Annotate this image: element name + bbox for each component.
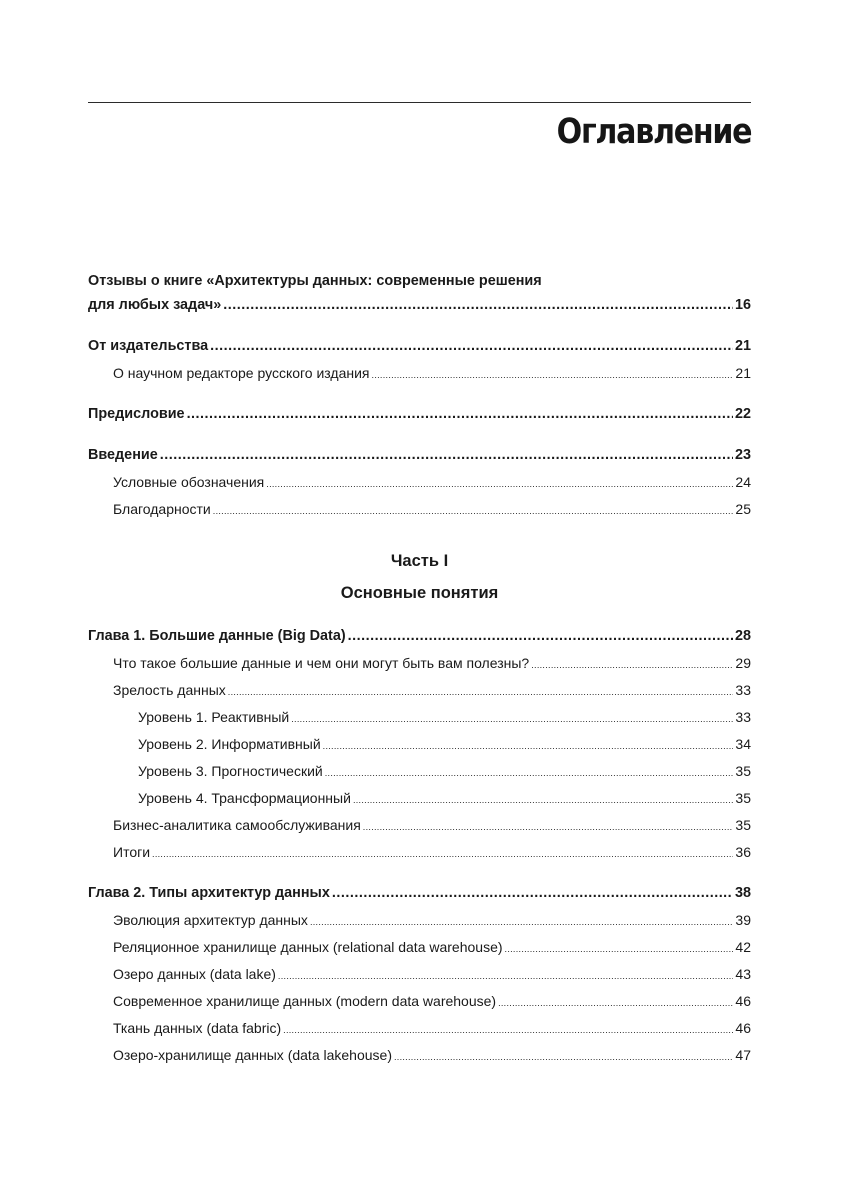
toc-page-number: 22 <box>734 406 751 422</box>
toc-entry-label: Благодарности <box>113 501 211 517</box>
toc-page-number: 23 <box>734 447 751 463</box>
toc-entry-publisher[interactable] <box>88 337 751 364</box>
toc-entry-label: Бизнес-аналитика самообслуживания <box>113 817 361 833</box>
toc-page-number: 29 <box>735 655 751 671</box>
toc-entry-data-lake[interactable] <box>88 965 751 992</box>
dot-leader <box>498 994 733 1012</box>
toc-page-number: 21 <box>735 365 751 381</box>
toc-entry-reviews[interactable] <box>88 296 751 323</box>
toc-entry-relational-dw[interactable] <box>88 938 751 965</box>
toc-entry-label: Зрелость данных <box>113 682 226 698</box>
toc-entry-label: Современное хранилище данных (modern data warehouse) <box>113 993 497 1009</box>
dot-leader <box>187 405 733 423</box>
toc-page-number: 33 <box>735 709 751 725</box>
toc-entry-modern-dw[interactable] <box>88 992 751 1019</box>
toc-entry-data-maturity[interactable] <box>88 681 751 708</box>
toc-page-number: 16 <box>734 297 751 313</box>
toc-entry-science-editor[interactable] <box>88 364 751 391</box>
toc-entry-reviews-line1: Отзывы о книге «Архитектуры данных: современные решения <box>88 273 542 289</box>
dot-leader <box>266 475 733 493</box>
toc-page-number: 35 <box>735 763 751 779</box>
dot-leader <box>325 764 734 782</box>
dot-leader <box>348 627 733 645</box>
toc-page-number: 28 <box>734 628 751 644</box>
toc-entry-label: для любых задач» <box>88 297 222 313</box>
toc-page-number: 33 <box>735 682 751 698</box>
dot-leader <box>160 446 733 464</box>
toc-entry-label: Условные обозначения <box>113 474 265 490</box>
toc-entry-label: Введение <box>88 447 158 463</box>
dot-leader <box>323 737 734 755</box>
toc-entry-label: От издательства <box>88 338 209 354</box>
toc-entry-level-3[interactable] <box>88 762 751 789</box>
toc-page-number: 35 <box>735 817 751 833</box>
dot-leader <box>223 296 733 314</box>
toc-entry-self-service-bi[interactable] <box>88 816 751 843</box>
dot-leader <box>394 1048 733 1066</box>
part-heading <box>88 545 751 609</box>
toc-page-number: 38 <box>734 885 751 901</box>
toc-page-number: 46 <box>735 993 751 1009</box>
toc-entry-label: Эволюция архитектур данных <box>113 912 308 928</box>
toc-entry-chapter-1[interactable] <box>88 627 751 654</box>
toc-entry-level-4[interactable] <box>88 789 751 816</box>
toc-entry-preface[interactable] <box>88 405 751 432</box>
toc-entry-data-fabric[interactable] <box>88 1019 751 1046</box>
toc-page-number: 36 <box>735 844 751 860</box>
part-number: Часть I <box>390 552 449 570</box>
page-title: Оглавление <box>556 112 751 152</box>
toc-page-number: 21 <box>734 338 751 354</box>
toc-page-number: 35 <box>735 790 751 806</box>
toc-entry-label: Уровень 2. Информативный <box>138 736 321 752</box>
toc-entry-what-is-big-data[interactable] <box>88 654 751 681</box>
toc-entry-acknowledgements[interactable] <box>88 500 751 527</box>
toc-entry-level-1[interactable] <box>88 708 751 735</box>
dot-leader <box>283 1021 733 1039</box>
toc-entry-label: Ткань данных (data fabric) <box>113 1020 282 1036</box>
toc-entry-chapter-2[interactable] <box>88 884 751 911</box>
toc-entry-label: Реляционное хранилище данных (relational data warehouse) <box>113 939 503 955</box>
toc-entry-level-2[interactable] <box>88 735 751 762</box>
toc-entry-label: Глава 2. Типы архитектур данных <box>88 885 330 901</box>
part-title: Основные понятия <box>340 584 499 602</box>
toc-entry-label: Озеро данных (data lake) <box>113 966 276 982</box>
dot-leader <box>363 818 734 836</box>
dot-leader <box>531 656 733 674</box>
dot-leader <box>228 683 734 701</box>
dot-leader <box>332 884 733 902</box>
table-of-contents <box>88 272 751 1073</box>
dot-leader <box>291 710 733 728</box>
toc-entry-intro[interactable] <box>88 446 751 473</box>
toc-entry-label: Предисловие <box>88 406 185 422</box>
toc-entry-label: Уровень 1. Реактивный <box>138 709 290 725</box>
toc-entry-label: О научном редакторе русского издания <box>113 365 370 381</box>
header-rule <box>88 102 751 103</box>
toc-entry-label: Уровень 4. Трансформационный <box>138 790 351 806</box>
toc-entry-label: Глава 1. Большие данные (Big Data) <box>88 628 346 644</box>
toc-entry-label: Что такое большие данные и чем они могут быть вам полезны? <box>113 655 530 671</box>
toc-entry-label: Итоги <box>113 844 151 860</box>
toc-page-number: 43 <box>735 966 751 982</box>
toc-entry-label: Уровень 3. Прогностический <box>138 763 323 779</box>
dot-leader <box>213 502 734 520</box>
toc-page-number: 47 <box>735 1047 751 1063</box>
dot-leader <box>152 845 733 863</box>
toc-entry-label: Озеро-хранилище данных (data lakehouse) <box>113 1047 392 1063</box>
toc-page-number: 39 <box>735 912 751 928</box>
toc-page-number: 24 <box>735 474 751 490</box>
toc-entry-summary[interactable] <box>88 843 751 870</box>
dot-leader <box>372 366 734 384</box>
dot-leader <box>310 913 733 931</box>
toc-entry-conventions[interactable] <box>88 473 751 500</box>
toc-page-number: 25 <box>735 501 751 517</box>
dot-leader <box>278 967 734 985</box>
toc-page-number: 42 <box>735 939 751 955</box>
toc-page-number: 46 <box>735 1020 751 1036</box>
toc-entry-architecture-evolution[interactable] <box>88 911 751 938</box>
dot-leader <box>353 791 733 809</box>
dot-leader <box>505 940 734 958</box>
dot-leader <box>210 337 733 355</box>
toc-entry-data-lakehouse[interactable] <box>88 1046 751 1073</box>
toc-page-number: 34 <box>735 736 751 752</box>
